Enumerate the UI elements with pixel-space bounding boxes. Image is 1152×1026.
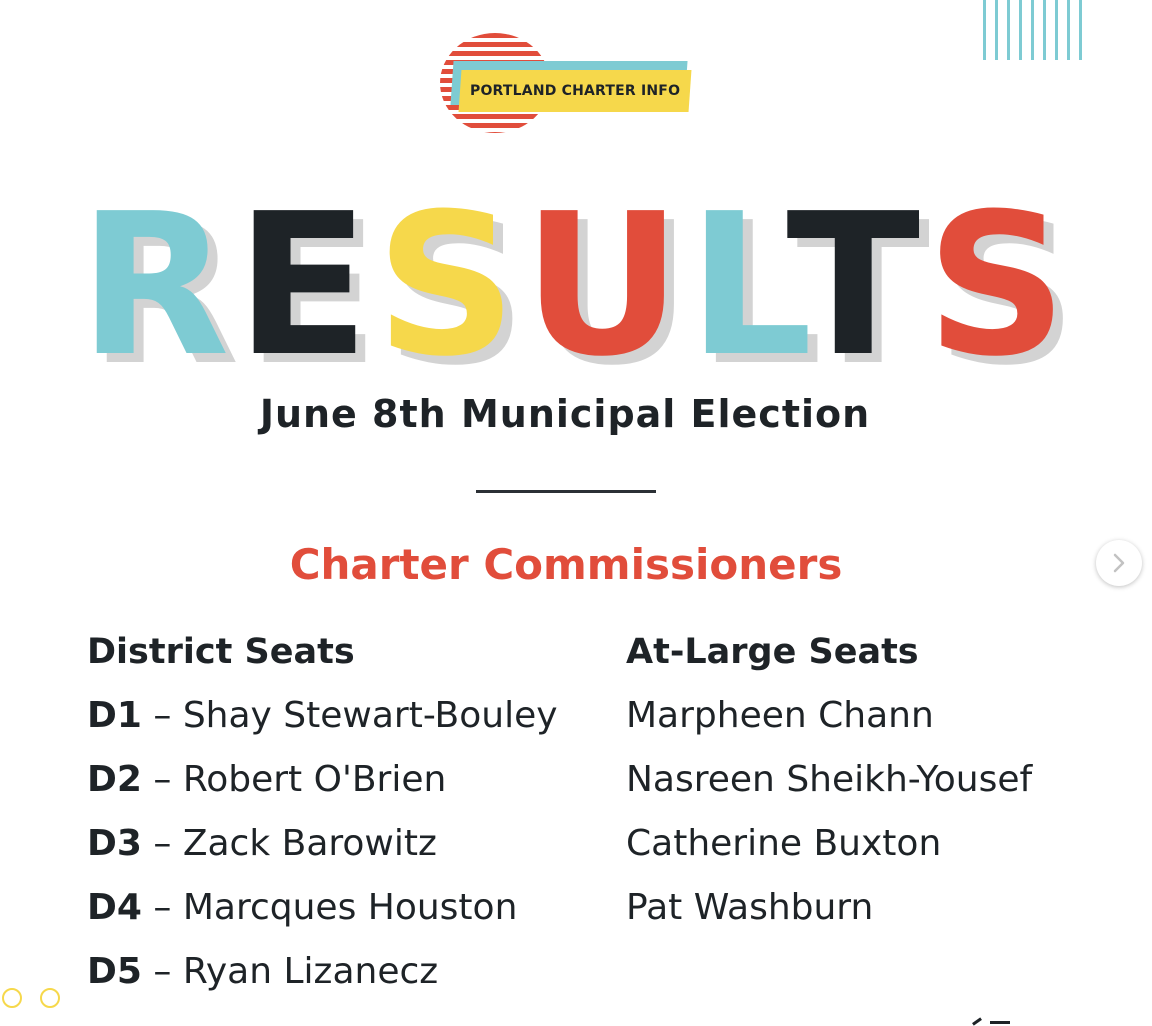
seat-label: D1 [87, 695, 142, 736]
commissioner-name: Zack Barowitz [182, 823, 437, 864]
section-title: Charter Commissioners [289, 540, 843, 589]
decorative-stripes [983, 0, 1093, 60]
seat-label: D5 [87, 951, 142, 992]
at-large-seats-heading: At-Large Seats [626, 632, 919, 672]
logo-text: PORTLAND CHARTER INFO [469, 83, 681, 99]
at-large-name: Marpheen Chann [626, 695, 934, 736]
next-slide-button[interactable] [1096, 540, 1142, 586]
decorative-edge-mark [972, 1016, 1012, 1024]
district-row: D5 – Ryan Lizanecz [87, 951, 439, 992]
divider [476, 490, 656, 493]
at-large-name: Nasreen Sheikh-Yousef [626, 759, 1033, 800]
heading-letter: L [687, 172, 787, 400]
chevron-right-icon [1111, 552, 1127, 574]
heading-letter: U [522, 172, 688, 400]
district-row: D2 – Robert O'Brien [87, 759, 447, 800]
at-large-name: Catherine Buxton [626, 823, 942, 864]
district-row: D1 – Shay Stewart-Bouley [87, 695, 558, 736]
district-row: D3 – Zack Barowitz [87, 823, 437, 864]
commissioner-name: Marcques Houston [182, 887, 518, 928]
results-heading [0, 172, 1152, 400]
district-seats-column [87, 628, 558, 1012]
at-large-seats-column [626, 628, 1032, 948]
seat-label: D3 [87, 823, 142, 864]
logo-plate [459, 70, 692, 112]
seat-label: D4 [87, 887, 142, 928]
district-seats-heading: District Seats [87, 632, 355, 672]
election-subtitle: June 8th Municipal Election [259, 392, 871, 436]
commissioner-name: Shay Stewart-Bouley [182, 695, 558, 736]
heading-letter: R [78, 172, 236, 400]
heading-letter: S [926, 172, 1074, 400]
portland-charter-info-logo [438, 33, 698, 135]
decorative-circles [2, 988, 60, 1008]
commissioner-name: Ryan Lizanecz [182, 951, 439, 992]
heading-letter: S [375, 172, 523, 400]
district-row: D4 – Marcques Houston [87, 887, 518, 928]
seat-label: D2 [87, 759, 142, 800]
heading-letter: E [235, 172, 376, 400]
commissioner-name: Robert O'Brien [182, 759, 447, 800]
heading-letter: T [786, 172, 927, 400]
at-large-name: Pat Washburn [626, 887, 874, 928]
